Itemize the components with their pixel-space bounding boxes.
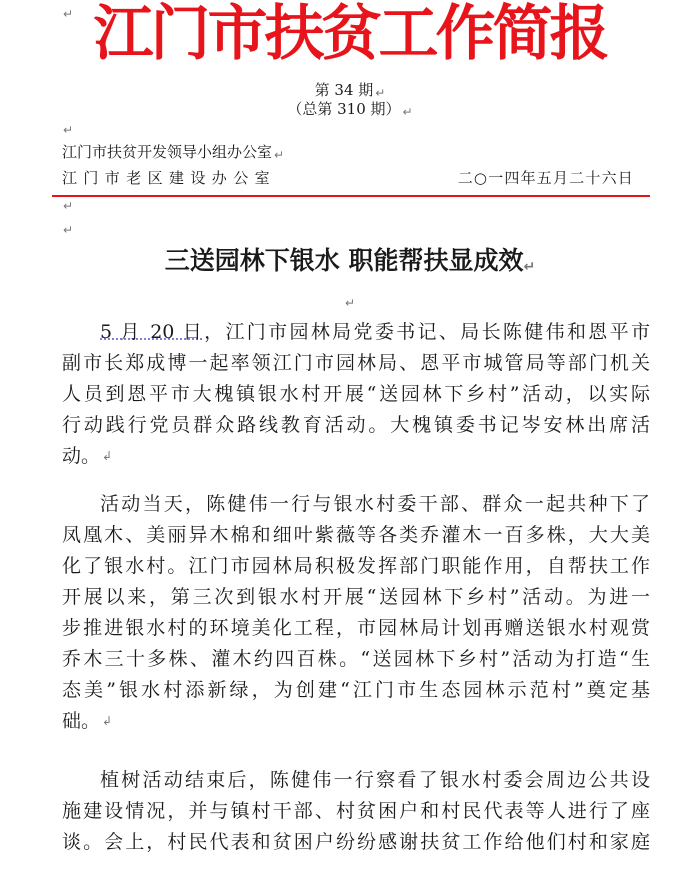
masthead-title: 江门市扶贫工作简报 bbox=[93, 0, 607, 69]
issuing-office-2: 江门市老区建设办公室 bbox=[62, 169, 277, 187]
paragraph-line: 开展以来，第三次到银水村开展“送园林下乡村”活动。为进一 bbox=[62, 586, 650, 608]
paragraph-line: 活动当天，陈健伟一行与银水村委干部、群众一起共种下了 bbox=[100, 493, 650, 515]
return-mark: ↵ bbox=[63, 123, 74, 137]
return-mark: ↵ bbox=[523, 259, 536, 275]
total-issue-text: （总第 310 期） bbox=[287, 100, 401, 118]
red-divider bbox=[52, 195, 650, 197]
issuing-office-1 bbox=[62, 142, 284, 162]
paragraph-line: 乔木三十多株、灌木约四百株。“送园林下乡村”活动为打造“生 bbox=[62, 648, 650, 670]
paragraph-line-text: 础。 bbox=[62, 710, 101, 732]
return-mark: ↵ bbox=[274, 148, 285, 162]
paragraph-line: 凤凰木、美丽异木棉和细叶紫薇等各类乔灌木一百多株，大大美 bbox=[62, 524, 650, 546]
paragraph-line: 谈。会上，村民代表和贫困户纷纷感谢扶贫工作给他们村和家庭 bbox=[62, 831, 650, 853]
paragraph-line bbox=[62, 706, 650, 737]
return-mark: ↵ bbox=[63, 223, 74, 237]
paragraph-line: 步推进银水村的环境美化工程，市园林局计划再赠送银水村观赏 bbox=[62, 617, 650, 639]
return-mark: ↵ bbox=[402, 105, 413, 119]
issue-date: 二○一四年五月二十六日 bbox=[457, 169, 634, 187]
paragraph-mark: ↲ bbox=[102, 449, 113, 463]
paragraph-line: 人员到恩平市大槐镇银水村开展“送园林下乡村”活动，以实际 bbox=[62, 383, 650, 405]
paragraph-line bbox=[62, 441, 650, 472]
return-mark: ↵ bbox=[375, 86, 386, 100]
issue-number bbox=[0, 81, 700, 99]
issue-number-text: 第 34 期 bbox=[314, 81, 374, 99]
paragraph-line: 态美”银水村添新绿，为创建“江门市生态园林示范村”奠定基 bbox=[62, 679, 650, 701]
article-headline-text: 三送园林下银水 职能帮扶显成效 bbox=[164, 246, 524, 275]
total-issue-number bbox=[0, 100, 700, 118]
return-mark: ↵ bbox=[63, 199, 74, 213]
paragraph-line: 植树活动结束后，陈健伟一行察看了银水村委会周边公共设 bbox=[100, 769, 650, 791]
paragraph-line-text: ，江门市园林局党委书记、局长陈健伟和恩平市 bbox=[204, 321, 650, 343]
paragraph-mark: ↲ bbox=[102, 714, 113, 728]
paragraph-line: 施建设情况，并与镇村干部、村贫困户和村民代表等人进行了座 bbox=[62, 800, 650, 822]
event-date: 5 月 20 日 bbox=[100, 321, 205, 343]
paragraph-line-text: 动。 bbox=[62, 445, 101, 467]
return-mark: ↵ bbox=[345, 296, 356, 310]
return-mark: ↵ bbox=[63, 7, 74, 21]
paragraph-line: 副市长郑成博一起率领江门市园林局、恩平市城管局等部门机关 bbox=[62, 352, 650, 374]
article-paragraph-2 bbox=[62, 489, 650, 737]
article-paragraph-3 bbox=[62, 765, 650, 858]
paragraph-line: 化了银水村。江门市园林局积极发挥部门职能作用，自帮扶工作 bbox=[62, 555, 650, 577]
article-paragraph-1 bbox=[62, 317, 650, 472]
issuing-office-1-text: 江门市扶贫开发领导小组办公室 bbox=[62, 143, 273, 161]
paragraph-line bbox=[62, 317, 650, 348]
paragraph-line: 行动践行党员群众路线教育活动。大槐镇委书记岑安林出席活 bbox=[62, 414, 650, 436]
article-headline bbox=[0, 246, 700, 276]
